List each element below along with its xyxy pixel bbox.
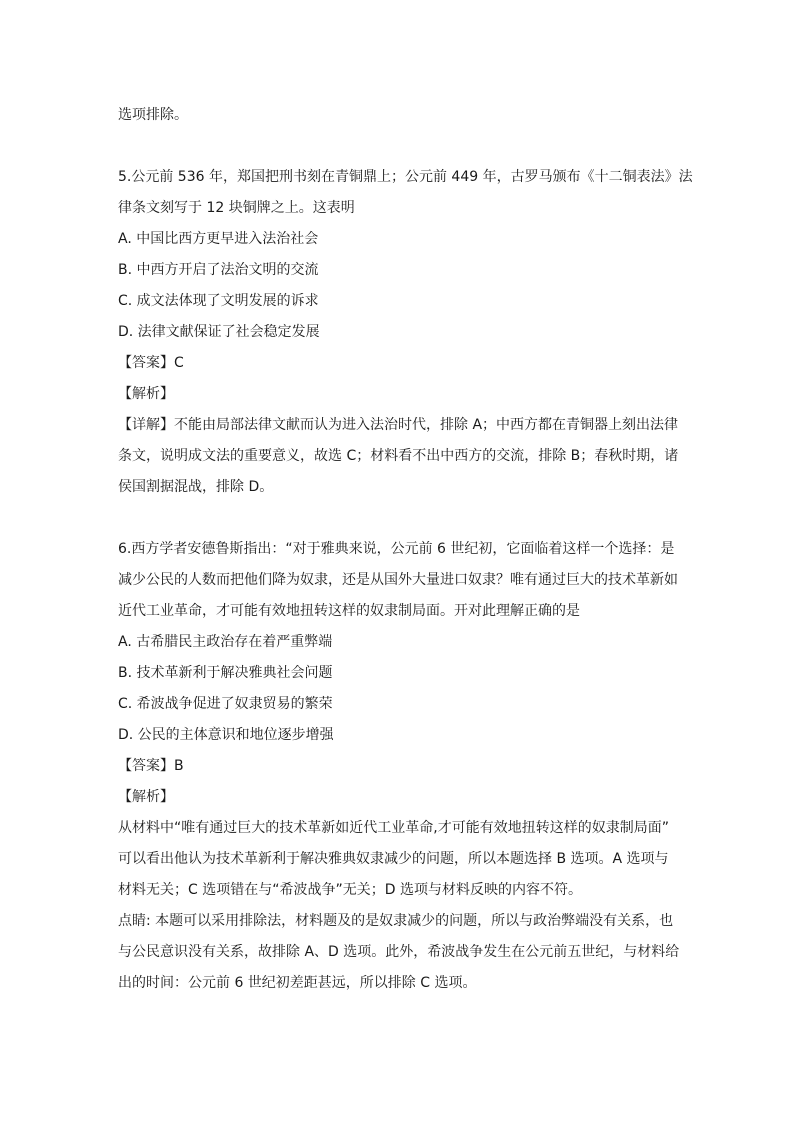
q6-detail-line-3: 材料无关；C 选项错在与“希波战争”无关；D 选项与材料反映的内容不符。 [118,882,582,898]
question-5 [118,162,693,503]
q5-option-c: C. 成文法体现了文明发展的诉求 [118,293,319,309]
q6-note-line-2: 与公民意识没有关系，故排除 A、D 选项。此外，希波战争发生在公元前五世纪，与材料给 [118,944,680,960]
q5-stem-line-1: 5.公元前 536 年，郑国把刑书刻在青铜鼎上；公元前 449 年，古罗马颁布《十二铜表法》法 [118,169,693,185]
q6-stem-line-3: 近代工业革命，才可能有效地扭转这样的奴隶制局面。开对此理解正确的是 [118,603,580,619]
q6-note-line-1: 点睛: 本题可以采用排除法，材料题及的是奴隶减少的问题，所以与政治弊端没有关系，也 [118,913,674,929]
q6-answer: 【答案】B [118,758,184,774]
q6-note-line-3: 出的时间：公元前 6 世纪初差距甚远，所以排除 C 选项。 [118,975,477,991]
q6-option-c: C. 希波战争促进了奴隶贸易的繁荣 [118,696,333,712]
q5-analysis-label: 【解析】 [118,386,174,402]
q5-option-a: A. 中国比西方更早进入法治社会 [118,231,319,247]
q5-detail-line-3: 侯国割据混战，排除 D。 [118,479,274,495]
previous-fragment: 选项排除。 [118,107,188,123]
q5-detail-line-1: 【详解】不能由局部法律文献而认为进入法治时代，排除 A；中西方都在青铜器上刻出法律 [118,417,679,433]
q6-option-d: D. 公民的主体意识和地位逐步增强 [118,727,334,743]
q6-stem-line-1: 6.西方学者安德鲁斯指出：“对于雅典来说，公元前 6 世纪初，它面临着这样一个选择：是 [118,541,675,557]
q6-analysis-label: 【解析】 [118,789,174,805]
q6-stem-line-2: 减少公民的人数而把他们降为奴隶，还是从国外大量进口奴隶？唯有通过巨大的技术革新如 [118,572,678,588]
q5-stem-line-2: 律条文刻写于 12 块铜牌之上。这表明 [118,200,355,216]
q6-detail-line-2: 可以看出他认为技术革新利于解决雅典奴隶减少的问题，所以本题选择 B 选项。A 选项与 [118,851,669,867]
spacer [118,131,684,162]
q6-detail-line-1: 从材料中“唯有通过巨大的技术革新如近代工业革命,才可能有效地扭转这样的奴隶制局面” [118,820,669,836]
q6-option-a: A. 古希腊民主政治存在着严重弊端 [118,634,333,650]
spacer [118,503,684,534]
q5-answer: 【答案】C [118,355,184,371]
q5-option-b: B. 中西方开启了法治文明的交流 [118,262,319,278]
question-6 [118,534,684,999]
q5-detail-line-2: 条文，说明成文法的重要意义，故选 C；材料看不出中西方的交流，排除 B；春秋时期，诸 [118,448,679,464]
document-page [118,100,693,999]
q5-option-d: D. 法律文献保证了社会稳定发展 [118,324,320,340]
q6-option-b: B. 技术革新利于解决雅典社会问题 [118,665,333,681]
